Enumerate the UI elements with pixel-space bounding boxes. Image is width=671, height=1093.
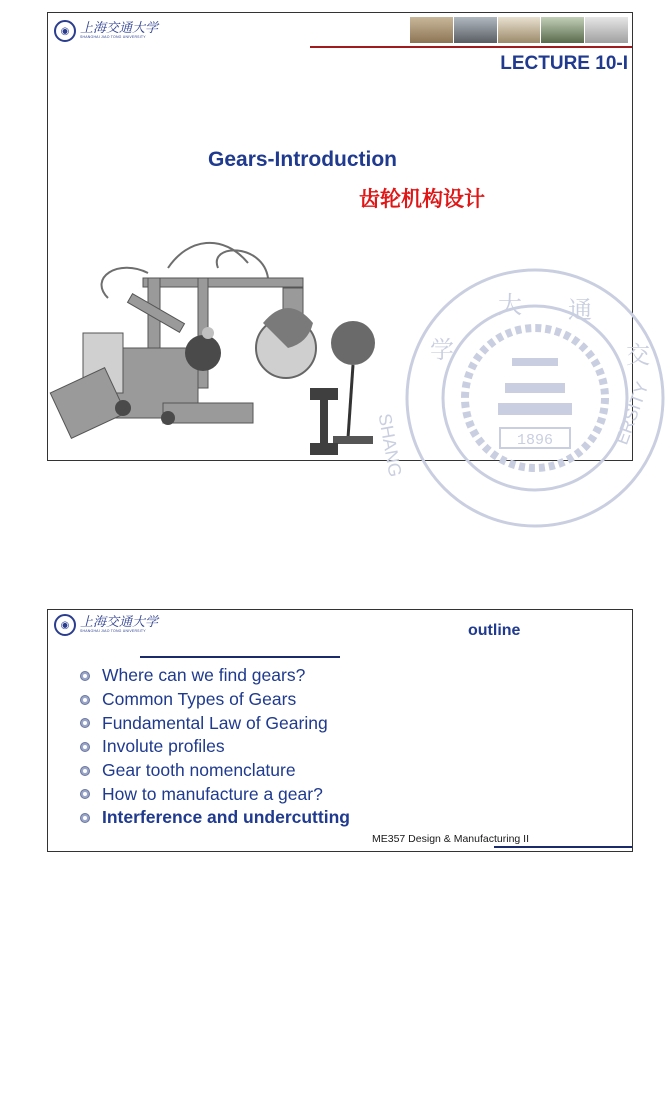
- list-item-text: Common Types of Gears: [102, 689, 297, 710]
- bullet-icon: [80, 742, 90, 752]
- university-logo: [54, 20, 158, 42]
- emblem-year: 1896: [516, 432, 554, 449]
- campus-photo-1: [410, 17, 453, 43]
- university-emblem-watermark: [374, 263, 670, 533]
- university-seal-icon: ◉: [54, 20, 76, 42]
- emblem-char-2: 大: [498, 291, 522, 319]
- list-item: [80, 759, 350, 783]
- list-item: [80, 735, 350, 759]
- logo-english-name: SHANGHAI JIAO TONG UNIVERSITY: [80, 35, 146, 40]
- campus-photo-3: [498, 17, 541, 43]
- footer-divider: [494, 846, 632, 848]
- list-item-text: Gear tooth nomenclature: [102, 760, 296, 781]
- logo-chinese-name: 上海交通大学: [80, 21, 159, 37]
- list-item-current: [80, 806, 350, 830]
- list-item: [80, 688, 350, 712]
- list-item-text: Fundamental Law of Gearing: [102, 712, 328, 733]
- title-slide: [47, 12, 653, 479]
- emblem-text-left: SHANG: [374, 411, 406, 479]
- logo-chinese-name: 上海交通大学: [80, 615, 159, 631]
- outline-list: [80, 664, 350, 830]
- list-item-text: How to manufacture a gear?: [102, 783, 323, 804]
- emblem-char-4: 交: [626, 341, 650, 369]
- university-seal-icon: ◉: [54, 614, 76, 636]
- slide-title-english: Gears-Introduction: [208, 148, 398, 171]
- course-footer: ME357 Design & Manufacturing II: [372, 833, 529, 845]
- emblem-char-3: 通: [568, 296, 592, 324]
- bullet-icon: [80, 671, 90, 681]
- campus-photo-strip: [410, 17, 628, 43]
- emblem-text-right: ERSITY: [611, 379, 653, 448]
- lego-robot-arm-illustration: [48, 238, 378, 460]
- list-item: [80, 711, 350, 735]
- header-divider: [310, 46, 632, 48]
- list-item: [80, 782, 350, 806]
- bullet-icon: [80, 718, 90, 728]
- slide-title: outline: [468, 622, 521, 639]
- bullet-icon: [80, 695, 90, 705]
- slide-title-chinese: 齿轮机构设计: [359, 187, 485, 211]
- logo-english-name: SHANGHAI JIAO TONG UNIVERSITY: [80, 629, 146, 634]
- outline-slide: [47, 609, 633, 852]
- list-item: [80, 664, 350, 688]
- campus-photo-2: [454, 17, 497, 43]
- bullet-icon: [80, 789, 90, 799]
- list-item-text: Involute profiles: [102, 736, 225, 757]
- list-item-text: Interference and undercutting: [102, 807, 350, 828]
- bullet-icon: [80, 813, 90, 823]
- university-logo: [54, 614, 158, 636]
- campus-photo-5: [585, 17, 628, 43]
- emblem-char-1: 学: [430, 336, 454, 364]
- header-divider: [140, 656, 340, 658]
- lecture-number: LECTURE 10-I: [500, 53, 628, 74]
- list-item-text: Where can we find gears?: [102, 665, 306, 686]
- bullet-icon: [80, 766, 90, 776]
- campus-photo-4: [541, 17, 584, 43]
